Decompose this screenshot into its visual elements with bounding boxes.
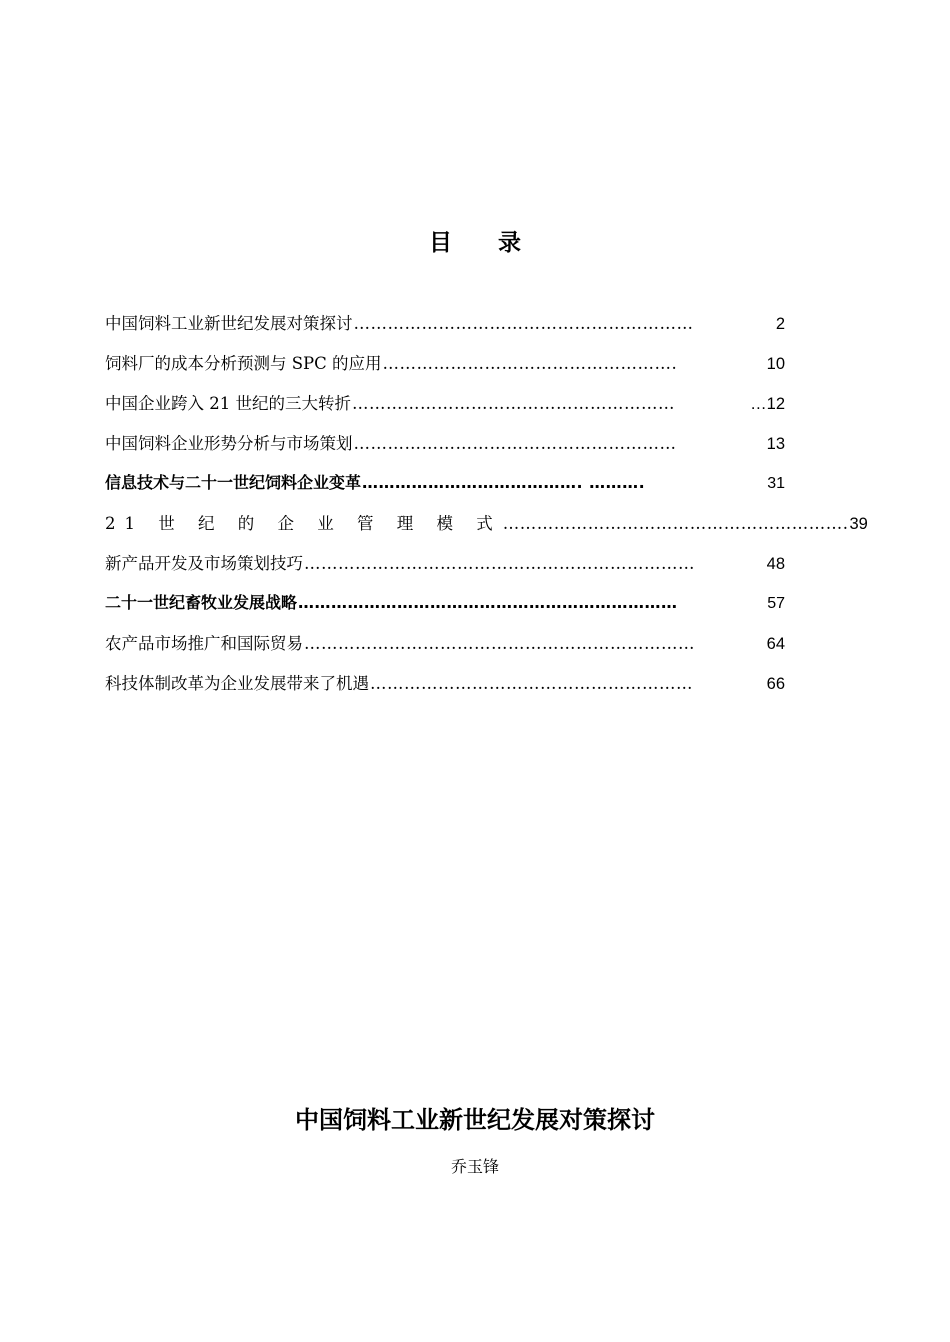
toc-leader-dots: ………………………………………………… (352, 394, 675, 413)
toc-entry-title: 信息技术与二十一世纪饲料企业变革 (105, 473, 362, 492)
toc-entry-page: 66 (766, 675, 785, 693)
toc-leader-dots: …………………………………………………………… (298, 593, 678, 612)
toc-entry-title: 中国企业跨入 21 世纪的三大转折 (105, 394, 351, 413)
toc-leader-dots: ………………………………………………… (370, 674, 693, 693)
toc-entry-page: …12 (750, 395, 785, 413)
toc-entry-page: 13 (766, 435, 785, 453)
article-author: 乔玉锋 (450, 1157, 499, 1176)
toc-leader-dots: ……………………………………………. (382, 354, 678, 373)
toc-entry[interactable] (105, 510, 868, 550)
article-title: 中国饲料工业新世纪发展对策探讨 (295, 1106, 655, 1134)
toc-leader-dots: ………………………………………………… (353, 434, 677, 453)
toc-entry-page: 48 (766, 555, 785, 573)
toc-entry[interactable] (105, 670, 785, 710)
toc-entry[interactable] (105, 350, 785, 390)
toc-heading-char-2: 录 (498, 230, 521, 256)
toc-heading-char-1: 目 (429, 230, 452, 256)
toc-entry-page: 10 (766, 355, 785, 373)
toc-entry[interactable] (105, 310, 785, 350)
toc-entry-title: 中国饲料工业新世纪发展对策探讨 (105, 314, 353, 333)
toc-entry-page: 2 (775, 315, 785, 333)
toc-leader-dots: ……………………………………………………. (502, 514, 849, 533)
toc-entry-page: 64 (766, 635, 785, 653)
toc-leader-dots: …………………………………………………………… (304, 554, 695, 573)
toc-entry[interactable] (105, 430, 785, 470)
toc-entry-title: 21 世 纪 的 企 业 管 理 模 式 (105, 514, 502, 533)
toc-entry-title: 农产品市场推广和国际贸易 (105, 634, 303, 653)
toc-entry-title: 科技体制改革为企业发展带来了机遇 (105, 674, 369, 693)
toc-entry[interactable] (105, 590, 785, 630)
toc-entry[interactable] (105, 390, 785, 430)
toc-leader-dots: …………………………………………………… (353, 314, 694, 333)
toc-entry-title: 中国饲料企业形势分析与市场策划 (105, 434, 353, 453)
toc-entry[interactable] (105, 550, 785, 590)
toc-entry[interactable] (105, 630, 785, 670)
toc-entry-title: 新产品开发及市场策划技巧 (105, 554, 303, 573)
toc-entry-page: 31 (767, 475, 785, 492)
toc-entry[interactable] (105, 470, 785, 510)
table-of-contents (105, 310, 868, 710)
toc-entry-page: 39 (849, 515, 868, 533)
toc-leader-dots: …………………………………. ………. (362, 473, 646, 492)
toc-entry-page: 57 (767, 595, 785, 612)
toc-entry-title: 饲料厂的成本分析预测与 SPC 的应用 (105, 354, 382, 373)
toc-entry-title: 二十一世纪畜牧业发展战略 (105, 593, 298, 612)
toc-heading (0, 224, 950, 257)
toc-leader-dots: …………………………………………………………… (304, 634, 695, 653)
